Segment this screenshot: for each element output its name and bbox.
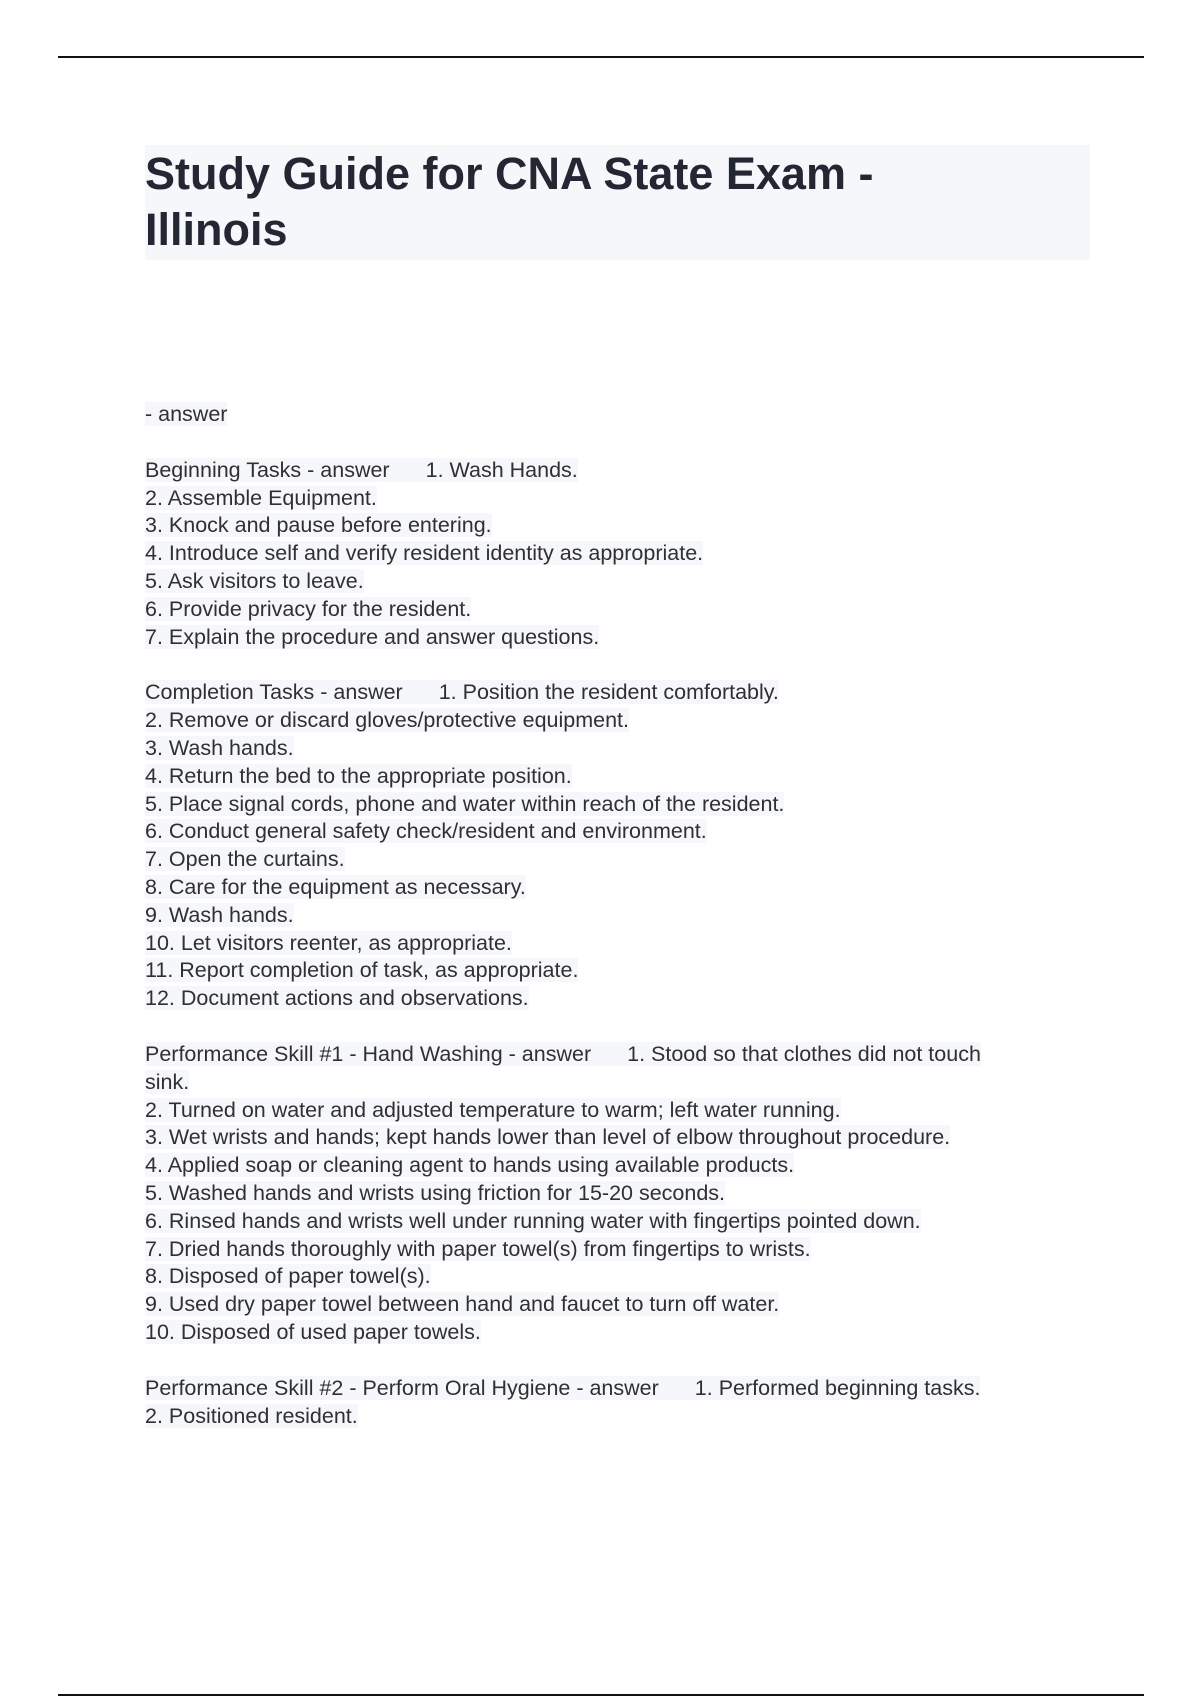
- list-item: 5. Washed hands and wrists using friction for 15-20 seconds.: [145, 1180, 726, 1205]
- list-item: 8. Care for the equipment as necessary.: [145, 874, 526, 899]
- section-heading-line: [145, 457, 1090, 485]
- section-heading: Performance Skill #1 - Hand Washing - answer: [145, 1041, 592, 1066]
- list-item: 3. Wet wrists and hands; kept hands lower than level of elbow throughout procedure.: [145, 1125, 951, 1150]
- section-heading: Completion Tasks - answer: [145, 680, 403, 705]
- section-heading: Beginning Tasks - answer: [145, 457, 390, 482]
- title-line-2: Illinois: [145, 204, 288, 255]
- list-item: 1. Wash Hands.: [425, 457, 578, 482]
- list-item: 10. Disposed of used paper towels.: [145, 1319, 481, 1344]
- section-beginning-tasks: [145, 457, 1090, 652]
- section-completion-tasks: [145, 679, 1090, 1013]
- section-heading-line: [145, 1041, 1090, 1069]
- list-item: 9. Used dry paper towel between hand and faucet to turn off water.: [145, 1292, 780, 1317]
- list-item: 5. Ask visitors to leave.: [145, 568, 364, 593]
- list-item: 12. Document actions and observations.: [145, 986, 529, 1011]
- title-line-1: Study Guide for CNA State Exam -: [145, 148, 874, 199]
- list-item: 10. Let visitors reenter, as appropriate.: [145, 930, 512, 955]
- section-hand-washing: [145, 1041, 1090, 1347]
- top-rule: [58, 56, 1144, 58]
- page-title: [145, 145, 1090, 260]
- list-item: 6. Conduct general safety check/resident and environment.: [145, 819, 707, 844]
- list-item: 6. Provide privacy for the resident.: [145, 596, 472, 621]
- list-item: 1. Position the resident comfortably.: [438, 680, 779, 705]
- lead-answer: - answer: [145, 402, 228, 426]
- list-item: 2. Remove or discard gloves/protective equipment.: [145, 708, 629, 733]
- list-item: 4. Introduce self and verify resident identity as appropriate.: [145, 541, 704, 566]
- list-item: 8. Disposed of paper towel(s).: [145, 1264, 431, 1289]
- list-item: 9. Wash hands.: [145, 902, 294, 927]
- section-heading: Performance Skill #2 - Perform Oral Hygiene - answer: [145, 1375, 659, 1400]
- list-item: 5. Place signal cords, phone and water within reach of the resident.: [145, 791, 785, 816]
- list-item: 3. Wash hands.: [145, 735, 294, 760]
- section-oral-hygiene: [145, 1375, 1090, 1431]
- list-item-continuation: sink.: [145, 1069, 190, 1094]
- list-item: 7. Open the curtains.: [145, 847, 345, 872]
- list-item: 11. Report completion of task, as appropriate.: [145, 958, 579, 983]
- section-heading-line: [145, 1375, 1090, 1403]
- list-item: 2. Assemble Equipment.: [145, 485, 377, 510]
- list-item: 2. Turned on water and adjusted temperature to warm; left water running.: [145, 1097, 841, 1122]
- bottom-rule: [58, 1694, 1144, 1696]
- list-item: 2. Positioned resident.: [145, 1403, 358, 1428]
- list-item: 1. Performed beginning tasks.: [694, 1375, 981, 1400]
- list-item: 4. Return the bed to the appropriate position.: [145, 763, 572, 788]
- list-item: 7. Dried hands thoroughly with paper towel(s) from fingertips to wrists.: [145, 1236, 811, 1261]
- list-item: 3. Knock and pause before entering.: [145, 513, 492, 538]
- section-heading-line: [145, 679, 1090, 707]
- list-item: 6. Rinsed hands and wrists well under running water with fingertips pointed down.: [145, 1208, 921, 1233]
- document-body: [145, 145, 1090, 1430]
- list-item: 7. Explain the procedure and answer questions.: [145, 624, 600, 649]
- list-item: 4. Applied soap or cleaning agent to hands using available products.: [145, 1153, 795, 1178]
- list-item: 1. Stood so that clothes did not touch: [627, 1041, 981, 1066]
